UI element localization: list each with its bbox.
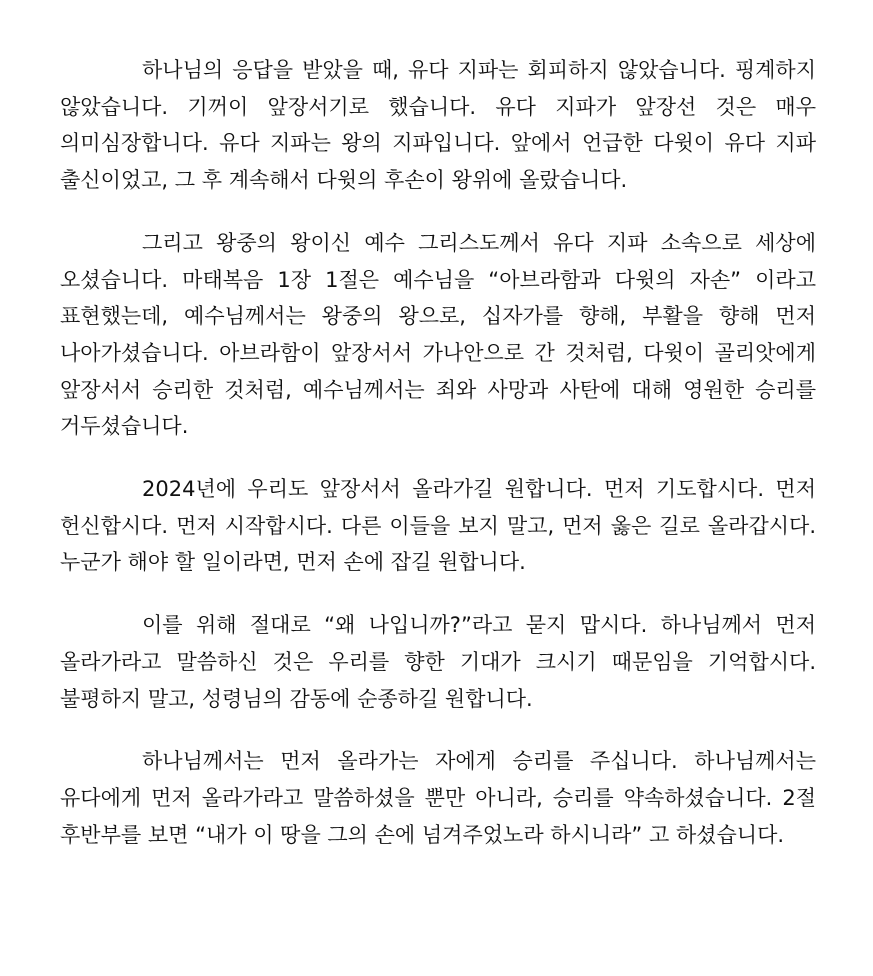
paragraph-1: 하나님의 응답을 받았을 때, 유다 지파는 회피하지 않았습니다. 핑계하지 않았습니다. 기꺼이 앞장서기로 했습니다. 유다 지파가 앞장선 것은 매우 의미심장합니다. 유다 지파는 왕의 지파입니다. 앞에서 언급한 다윗이 유다 지파 출신이었고, 그 후 계속해서 다윗의 후손이 왕위에 올랐습니다. [60,58,816,193]
paragraph-3: 2024년에 우리도 앞장서서 올라가길 원합니다. 먼저 기도합시다. 먼저 헌신합시다. 먼저 시작합시다. 다른 이들을 보지 말고, 먼저 옳은 길로 올라갑시다. 누군가 해야 할 일이라면, 먼저 손에 잡길 원합니다. [60,477,816,575]
paragraph-4: 이를 위해 절대로 “왜 나입니까?”라고 묻지 맙시다. 하나님께서 먼저 올라가라고 말씀하신 것은 우리를 향한 기대가 크시기 때문임을 기억합시다. 불평하지 말고, 성령님의 감동에 순종하길 원합니다. [60,613,816,711]
document-body [60,52,816,879]
paragraph-5: 하나님께서는 먼저 올라가는 자에게 승리를 주십니다. 하나님께서는 유다에게 먼저 올라가라고 말씀하셨을 뿐만 아니라, 승리를 약속하셨습니다. 2절 후반부를 보면 “내가 이 땅을 그의 손에 넘겨주었노라 하시니라” 고 하셨습니다. [60,749,816,847]
paragraph-2: 그리고 왕중의 왕이신 예수 그리스도께서 유다 지파 소속으로 세상에 오셨습니다. 마태복음 1장 1절은 예수님을 “아브라함과 다윗의 자손” 이라고 표현했는데, 예수님께서는 왕중의 왕으로, 십자가를 향해, 부활을 향해 먼저 나아가셨습니다. 아브라함이 앞장서서 가나안으로 간 것처럼, 다윗이 골리앗에게 앞장서서 승리한 것처럼, 예수님께서는 죄와 사망과 사탄에 대해 영원한 승리를 거두셨습니다. [60,230,816,439]
